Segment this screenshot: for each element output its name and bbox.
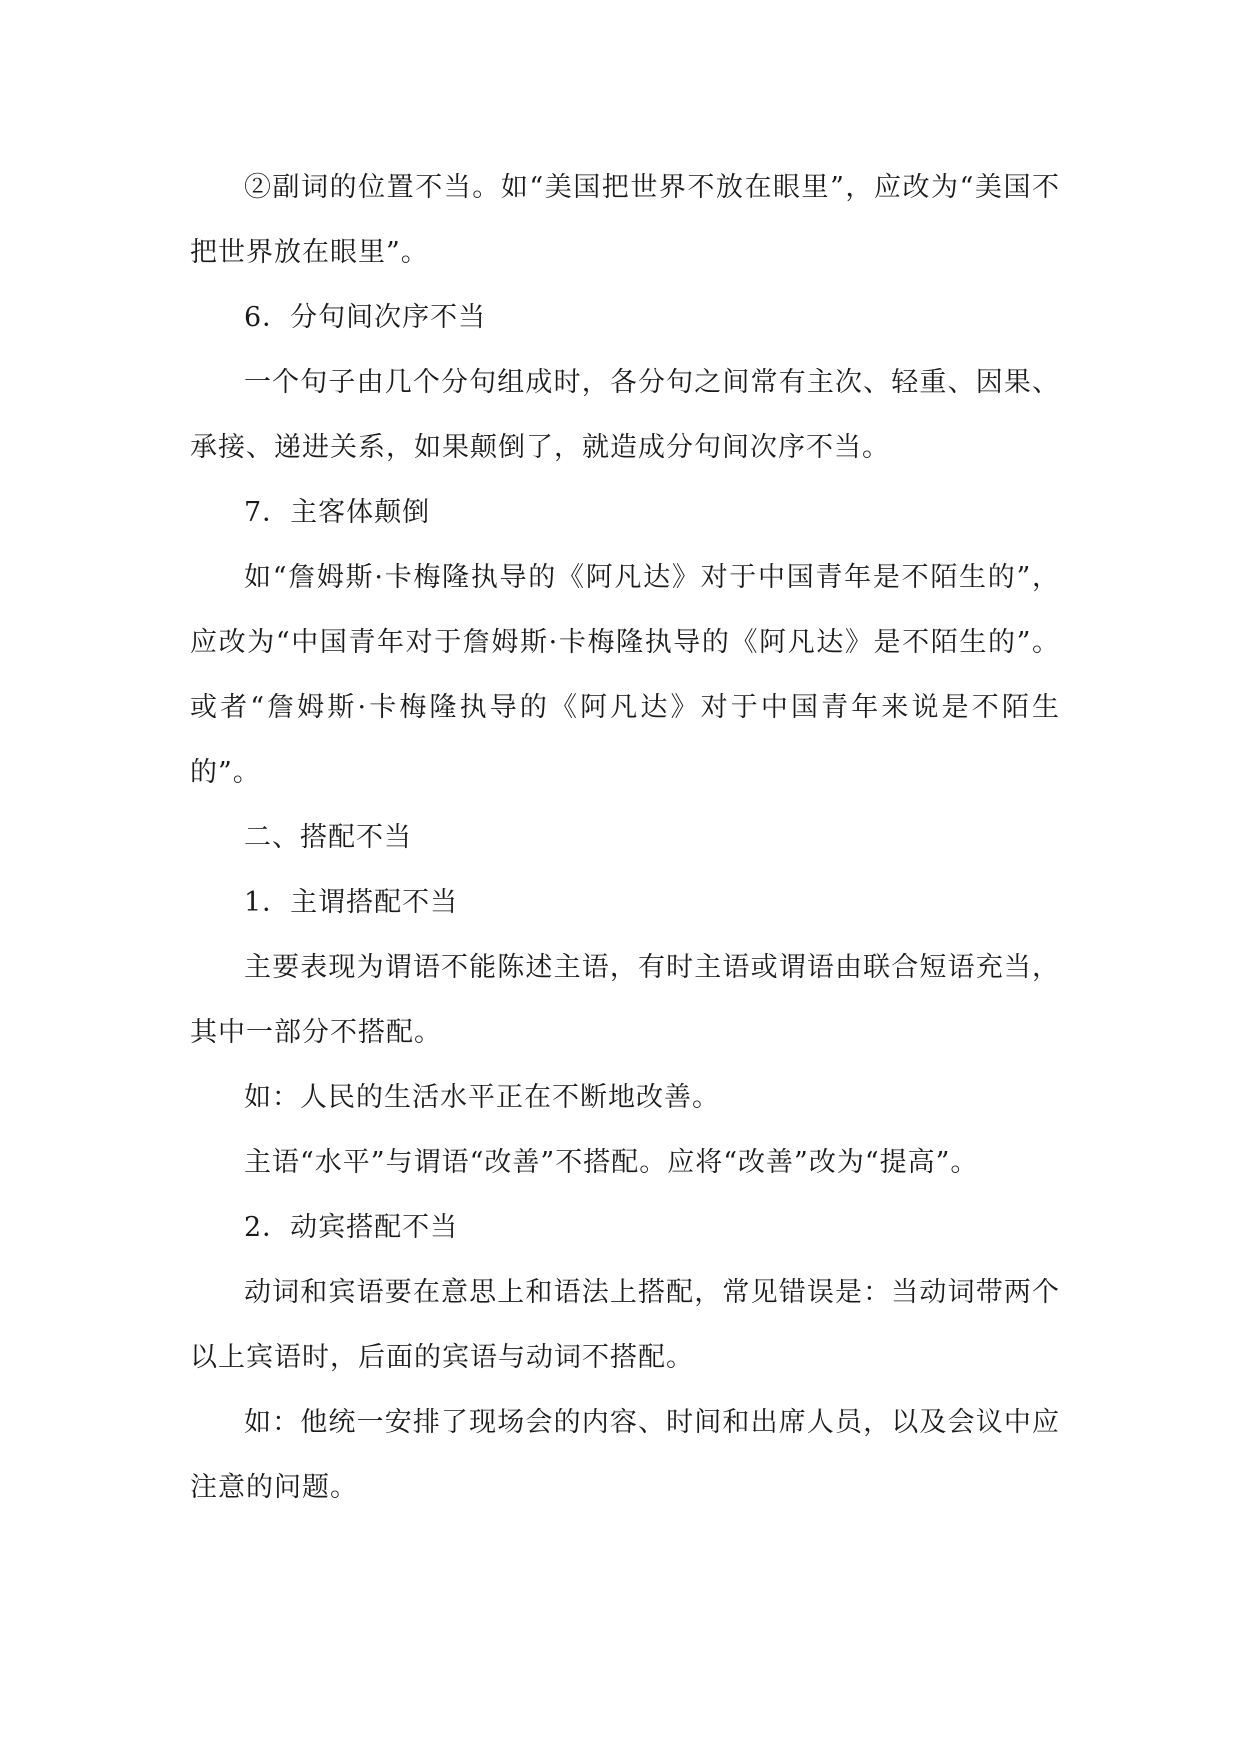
paragraph-example-2: 如：他统一安排了现场会的内容、时间和出席人员，以及会议中应注意的问题。 <box>190 1407 1060 1503</box>
paragraph-adverb-position: ②副词的位置不当。如“美国把世界不放在眼里”，应改为“美国不把世界放在眼里”。 <box>190 172 1060 268</box>
paragraph-example-1: 如：人民的生活水平正在不断地改善。 <box>244 1082 720 1113</box>
paragraph-explanation-1: 主语“水平”与谓语“改善”不搭配。应将“改善”改为“提高”。 <box>244 1147 979 1178</box>
paragraph-subject-object-reversed: 如“詹姆斯·卡梅隆执导的《阿凡达》对于中国青年是不陌生的”，应改为“中国青年对于詹姆斯·卡梅隆执导的《阿凡达》是不陌生的”。或者“詹姆斯·卡梅隆执导的《阿凡达》对于中国青年来说是不陌生的”。 <box>190 562 1060 788</box>
paragraph-subject-predicate: 主要表现为谓语不能陈述主语，有时主语或谓语由联合短语充当，其中一部分不搭配。 <box>190 952 1060 1048</box>
heading-verb-object: 2．动宾搭配不当 <box>244 1212 459 1243</box>
heading-subject-predicate: 1．主谓搭配不当 <box>244 887 459 918</box>
document-body <box>190 155 1060 1520</box>
paragraph-verb-object: 动词和宾语要在意思上和语法上搭配，常见错误是：当动词带两个以上宾语时，后面的宾语与动词不搭配。 <box>190 1277 1060 1373</box>
paragraph-clause-order: 一个句子由几个分句组成时，各分句之间常有主次、轻重、因果、承接、递进关系，如果颠倒了，就造成分句间次序不当。 <box>190 367 1060 463</box>
section-heading-collocation: 二、搭配不当 <box>244 822 412 853</box>
heading-clause-order: 6．分句间次序不当 <box>244 302 487 333</box>
heading-subject-object-reversed: 7．主客体颠倒 <box>244 497 431 528</box>
